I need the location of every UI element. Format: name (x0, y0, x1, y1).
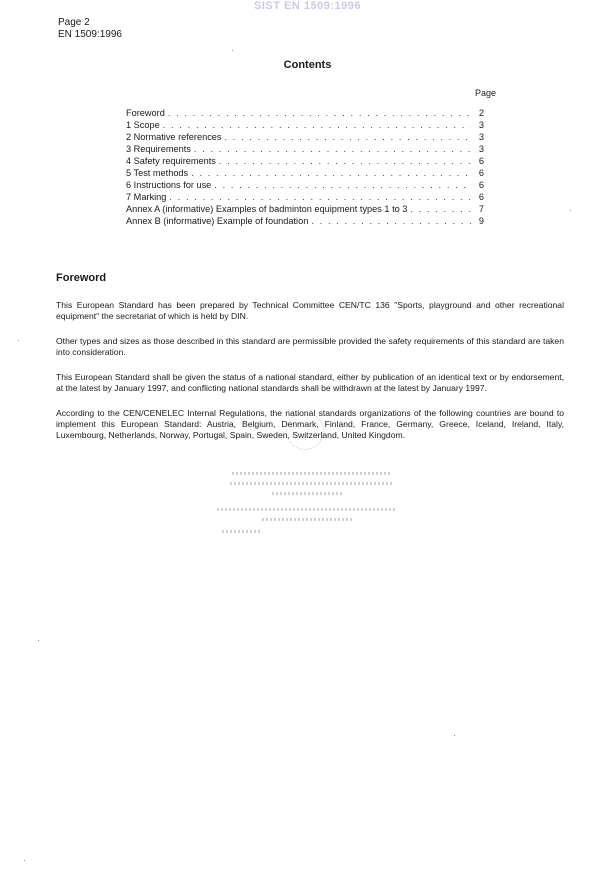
watermark: SIST EN 1509:1996 (254, 0, 361, 12)
toc-leader-dots (225, 131, 472, 143)
page-column-label: Page (475, 88, 497, 98)
faded-stamp (212, 412, 402, 532)
toc-leader-dots (194, 143, 471, 155)
toc-entry-label: Annex B (informative) Example of foundation (126, 216, 309, 226)
toc-entry[interactable] (126, 215, 484, 227)
toc-entry-label: 4 Safety requirements (126, 156, 216, 166)
stamp-seal-icon (286, 412, 324, 450)
toc-entry-page: 3 (478, 132, 484, 142)
toc-entry-label: 1 Scope (126, 120, 160, 130)
toc-leader-dots (169, 191, 471, 203)
toc-leader-dots (168, 107, 471, 119)
toc-leader-dots (410, 203, 471, 215)
page-number: Page 2 (58, 17, 90, 28)
toc-entry[interactable] (126, 203, 484, 215)
toc-entry-page: 9 (478, 216, 484, 226)
toc-entry-page: 6 (478, 168, 484, 178)
toc-entry-label: 5 Test methods (126, 168, 189, 178)
document-id: EN 1509:1996 (58, 29, 122, 40)
foreword-paragraph: According to the CEN/CENELEC Internal Regulations, the national standards organizations of the following countries are bound to implement this European Standard: Austria, Belgium, Denmark, Finland, France, Germany, Greece, Iceland, Ireland, Italy, Luxembourg, Netherlands, Norway, Portugal, Spain, Sweden, Switzerland, United Kingdom. (56, 408, 564, 440)
toc-entry[interactable] (126, 119, 484, 131)
toc-entry-page: 6 (478, 192, 484, 202)
toc-entry-label: 6 Instructions for use (126, 180, 212, 190)
toc-entry-page: 6 (478, 180, 484, 190)
toc-leader-dots (219, 155, 471, 167)
toc-entry[interactable] (126, 131, 484, 143)
toc-leader-dots (163, 119, 471, 131)
toc-leader-dots (191, 167, 471, 179)
toc-entry-label: 2 Normative references (126, 132, 222, 142)
toc-entry[interactable] (126, 107, 484, 119)
foreword-paragraph: This European Standard shall be given the status of a national standard, either by publication of an identical text or by endorsement, at the latest by January 1997, and conflicting national standards shall be withdrawn at the latest by January 1997. (56, 372, 564, 393)
table-of-contents (126, 107, 484, 227)
toc-entry-label: Foreword (126, 108, 165, 118)
contents-title: Contents (283, 59, 332, 71)
toc-entry-label: 3 Requirements (126, 144, 191, 154)
toc-entry-page: 2 (478, 108, 484, 118)
foreword-heading: Foreword (56, 272, 107, 284)
foreword-paragraph: Other types and sizes as those described in this standard are permissible provided the safety requirements of this standard are taken into consideration. (56, 336, 564, 357)
foreword-paragraph: This European Standard has been prepared by Technical Committee CEN/TC 136 "Sports, playground and other recreational equipment" the secretariat of which is held by DIN. (56, 300, 564, 321)
toc-entry-page: 3 (478, 144, 484, 154)
toc-entry[interactable] (126, 143, 484, 155)
toc-entry[interactable] (126, 179, 484, 191)
toc-entry[interactable] (126, 191, 484, 203)
toc-entry[interactable] (126, 167, 484, 179)
toc-leader-dots (214, 179, 471, 191)
toc-entry[interactable] (126, 155, 484, 167)
toc-leader-dots (311, 215, 471, 227)
toc-entry-page: 3 (478, 120, 484, 130)
toc-entry-label: Annex A (informative) Examples of badminton equipment types 1 to 3 (126, 204, 408, 214)
toc-entry-page: 6 (478, 156, 484, 166)
page-header (58, 17, 122, 41)
toc-entry-label: 7 Marking (126, 192, 167, 202)
toc-entry-page: 7 (478, 204, 484, 214)
